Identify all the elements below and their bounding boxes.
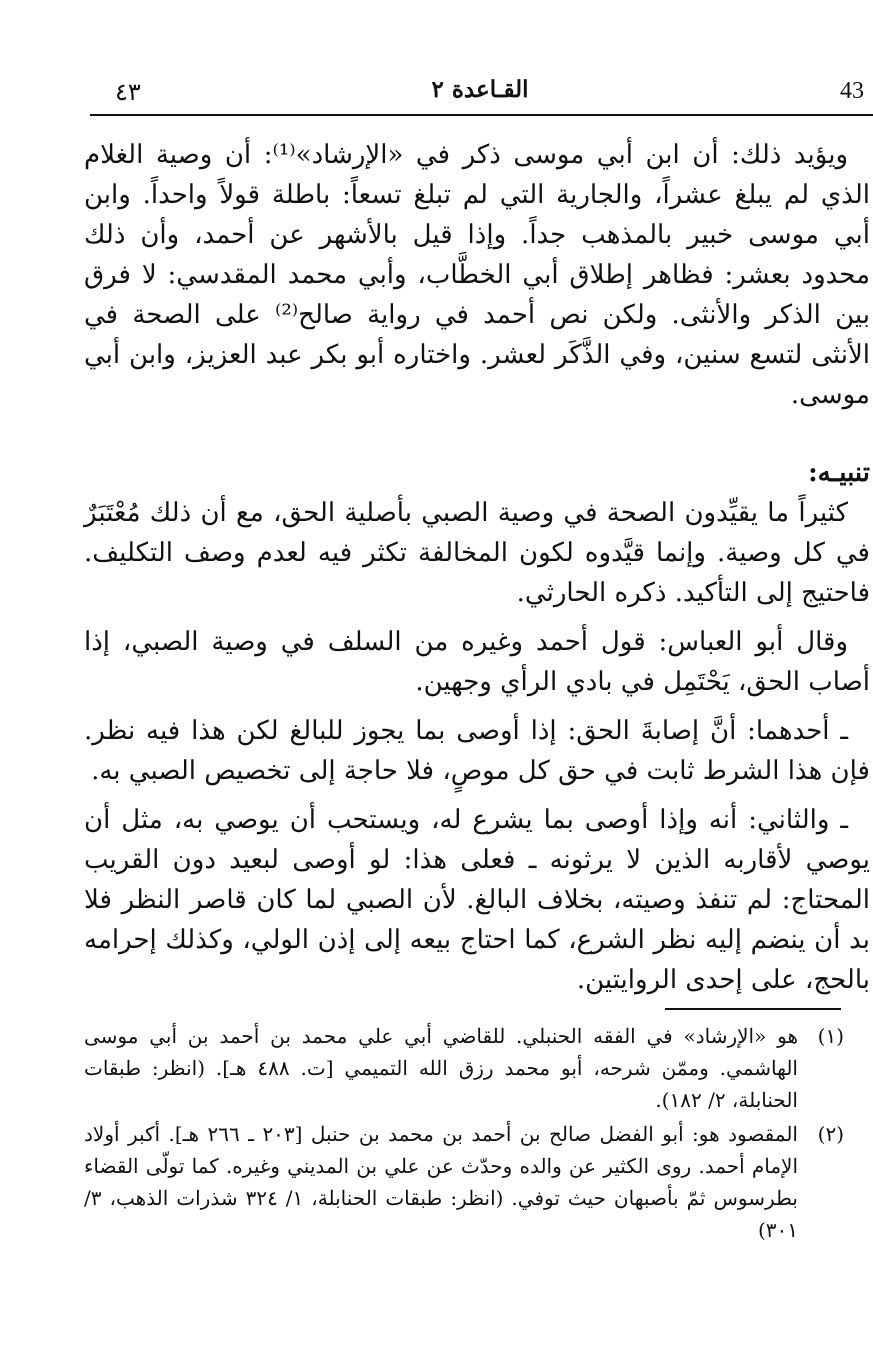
paragraph-5: ـ والثاني: أنه وإذا أوصى بما يشرع له، ويستحب أن يوصي به، مثل أن يوصي لأقاربه الذين لا يرثونه ـ فعلى هذا: لو أوصى لبعيد دون القريب المحتاج: لم تنفذ وصيته، بخلاف البالغ. لأن الصبي لما كان قاصر النظر فلا بد أن ينضم إليه نظر الشرع، كما احتاج بيعه إلى إذن الولي، وكذلك إحرامه بالحج، على إحدى الروايتين. <box>84 805 870 995</box>
main-text <box>84 135 870 1000</box>
paragraph-4: ـ أحدهما: أنَّ إصابةَ الحق: إذا أوصى بما يجوز للبالغ لكن هذا فيه نظر. فإن هذا الشرط ثابت في حق كل موصٍ، فلا حاجة إلى تخصيص الصبي به. <box>84 716 870 786</box>
footnotes <box>84 1020 844 1248</box>
paragraph-2: كثيراً ما يقيِّدون الصحة في وصية الصبي بأصلية الحق، مع أن ذلك مُعْتَبَرٌ في كل وصية. وإنما قيَّدوه لكون المخالفة تكثر فيه لعدم وصف التكليف. فاحتيج إلى التأكيد. ذكره الحارثي. <box>84 498 870 608</box>
footnote-rule <box>665 1008 841 1010</box>
paragraph-3: وقال أبو العباس: قول أحمد وغيره من السلف في وصية الصبي، إذا أصاب الحق، يَحْتَمِل في بادي الرأي وجهين. <box>84 627 870 697</box>
page-header <box>85 74 873 114</box>
footnote-1-text: هو «الإرشاد» في الفقه الحنبلي. للقاضي أبي علي محمد بن أحمد بن أبي موسى الهاشمي. وممّن شرحه، أبو محمد رزق الله التميمي [ت. ٤٨٨ هـ]. (انظر: طبقات الحنابلة، ٢/ ١٨٢). <box>84 1024 798 1112</box>
footnote-2-text: المقصود هو: أبو الفضل صالح بن أحمد بن محمد بن حنبل [٢٠٣ ـ ٢٦٦ هـ]. أكبر أولاد الإمام أحمد. روى الكثير عن والده وحدّث عن علي بن المديني وغيره. كما تولّى القضاء بطرسوس ثمّ بأصبهان حيث توفي. (انظر: طبقات الحنابلة، ١/ ٣٢٤ شذرات الذهب، ٣/ ٣٠١) <box>84 1122 798 1242</box>
page-number-arabic: ٤٣ <box>115 78 141 106</box>
footnote-2 <box>84 1118 844 1246</box>
footnote-1 <box>84 1020 844 1116</box>
page-number-latin: 43 <box>840 78 864 104</box>
footnote-1-mark: (١) <box>817 1024 844 1048</box>
header-rule <box>90 114 873 116</box>
running-title: القـاعدة ٢ <box>431 76 529 103</box>
footnote-2-mark: (٢) <box>817 1122 844 1146</box>
section-heading: تنبيـه: <box>808 458 870 488</box>
paragraph-1: ويؤيد ذلك: أن ابن أبي موسى ذكر في «الإرشاد»⁽¹⁾: أن وصية الغلام الذي لم يبلغ عشراً، والجارية التي لم تبلغ تسعاً: باطلة قولاً واحداً. وابن أبي موسى خبير بالمذهب جداً. وإذا قيل بالأشهر عن أحمد، وأن ذلك محدود بعشر: فظاهر إطلاق أبي الخطَّاب، وأبي محمد المقدسي: لا فرق بين الذكر والأنثى. ولكن نص أحمد في رواية صالح⁽²⁾ على الصحة في الأنثى لتسع سنين، وفي الذَّكَر لعشر. واختاره أبو بكر عبد العزيز، وابن أبي موسى. <box>84 140 870 410</box>
